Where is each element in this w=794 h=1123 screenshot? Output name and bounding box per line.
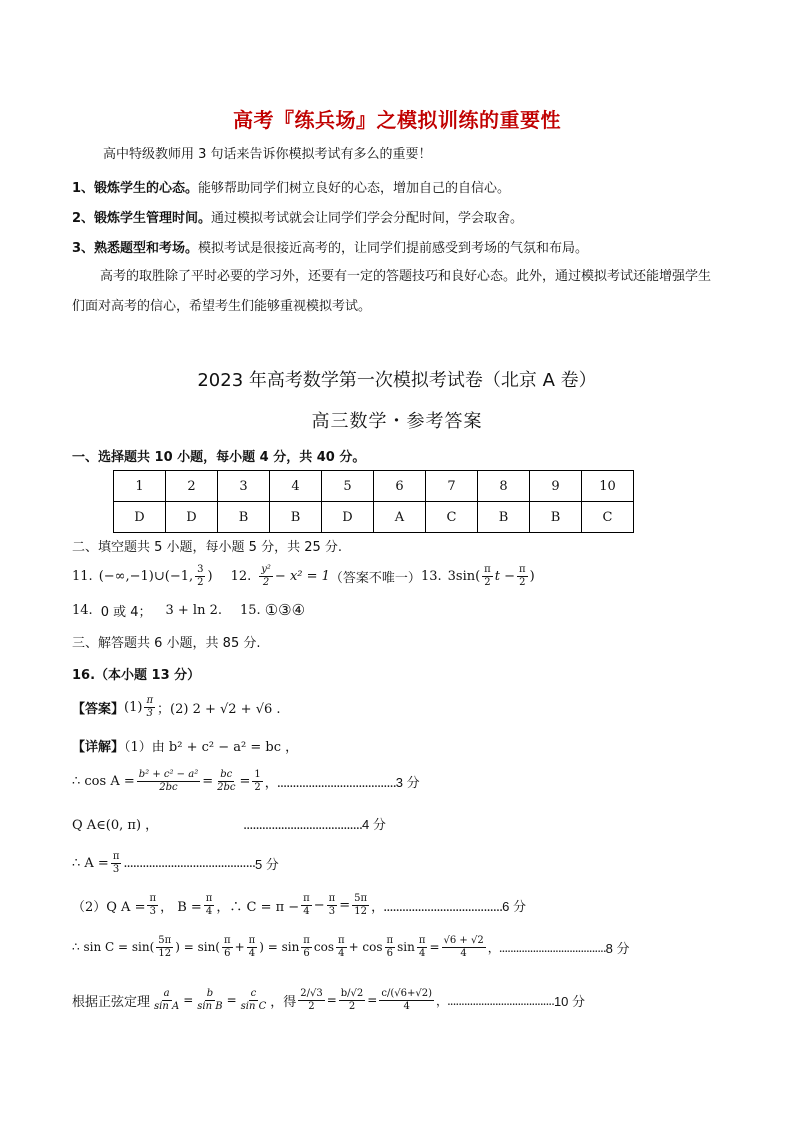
q12-label: 12. xyxy=(230,568,252,584)
frac-den: 4 xyxy=(303,905,310,917)
sol2-dots: ...................................... xyxy=(243,818,363,833)
q12-answer-rest: − x² = 1 xyxy=(274,568,330,584)
sol6-score: 10 分 xyxy=(553,993,586,1009)
frac-num: y² xyxy=(261,563,271,575)
frac-num: π xyxy=(112,850,120,862)
sol5-frac-8 xyxy=(442,935,486,960)
promo-point-3-bold: 3、熟悉题型和考场。 xyxy=(72,241,199,256)
sol4-frac-2 xyxy=(204,893,215,918)
table-cell: 6 xyxy=(374,471,426,502)
answer-label: 【答案】 xyxy=(72,701,125,717)
table-cell: B xyxy=(530,502,582,533)
solution-line-4 xyxy=(72,888,526,922)
frac-num: π xyxy=(205,892,213,904)
sol6-frac-1 xyxy=(152,988,181,1013)
q14-end: . xyxy=(217,602,223,618)
q11-answer-b: ) xyxy=(207,568,213,584)
section1-heading: 一、选择题共 10 小题，每小题 4 分，共 40 分。 xyxy=(72,450,366,465)
sol5-f: + cos xyxy=(348,940,383,954)
promo-intro: 高中特级教师用 3 句话来告诉你模拟考试有多么的重要！ xyxy=(103,147,432,162)
sol5-frac-2 xyxy=(222,935,233,960)
section3-heading: 三、解答题共 6 小题，共 85 分. xyxy=(72,636,261,651)
promo-paragraph xyxy=(72,262,712,322)
frac-num: π xyxy=(303,934,310,946)
sol5-b: ) = sin( xyxy=(175,940,220,954)
solution-line-3 xyxy=(72,846,279,880)
table-cell: D xyxy=(114,502,166,533)
frac-num: 1 xyxy=(254,768,261,780)
sol1-frac-2 xyxy=(215,769,237,794)
frac-num: π xyxy=(484,563,491,575)
q13-answer-b: ) xyxy=(529,568,535,584)
table-cell: D xyxy=(166,502,218,533)
frac-num: bc xyxy=(220,768,233,780)
answer-table xyxy=(113,470,634,533)
frac-num: b² + c² − a² xyxy=(138,768,199,780)
sol1-score: 3 分 xyxy=(395,774,420,790)
table-cell: 4 xyxy=(270,471,322,502)
frac-num: c/(√6+√2) xyxy=(381,987,432,999)
frac-num: 2/√3 xyxy=(300,987,323,999)
frac-den: 3 xyxy=(146,707,153,719)
frac-den: 12 xyxy=(158,947,172,959)
answer-table-row-answers xyxy=(114,502,634,533)
sol3-frac xyxy=(111,851,122,876)
frac-num: √6 + √2 xyxy=(443,934,484,946)
frac-den: 2bc xyxy=(217,781,236,793)
q16-heading: 16.（本小题 13 分） xyxy=(72,668,201,683)
frac-den: 2 xyxy=(197,576,204,588)
promo-title: 高考『练兵场』之模拟训练的重要性 xyxy=(233,108,561,132)
q12-fraction xyxy=(259,564,273,589)
sol1-a: ∴ cos A = xyxy=(72,773,135,789)
sol5-dots: ，...................................... xyxy=(487,940,606,955)
fill-answers-line-2 xyxy=(72,598,305,622)
q14-answer-a: 0 或 4； xyxy=(100,604,152,620)
q15-label: 15. xyxy=(240,602,261,618)
frac-num: π xyxy=(248,934,256,946)
frac-num: π xyxy=(149,892,157,904)
frac-num: 5π xyxy=(354,892,368,904)
q14-answer-b: 3 + ln 2 xyxy=(165,602,218,618)
sol4-frac-5 xyxy=(352,893,369,918)
sol1-eq: = xyxy=(202,773,214,789)
sol4-e: = xyxy=(339,897,351,913)
table-cell: 10 xyxy=(582,471,634,502)
frac-den: sin C xyxy=(240,1000,267,1012)
frac-den: 4 xyxy=(460,947,467,959)
table-cell: 1 xyxy=(114,471,166,502)
sol3-score: 5 分 xyxy=(254,856,279,872)
table-cell: 7 xyxy=(426,471,478,502)
exam-title: 2023 年高考数学第一次模拟考试卷（北京 A 卷） xyxy=(197,370,597,391)
table-cell: B xyxy=(478,502,530,533)
answer-fraction xyxy=(144,695,155,720)
frac-den: 2 xyxy=(348,1000,356,1012)
frac-den: 6 xyxy=(386,947,394,959)
table-cell: 2 xyxy=(166,471,218,502)
solution-line-2-score xyxy=(243,814,386,833)
q12-note: （答案不唯一） xyxy=(329,570,421,586)
frac-den: 4 xyxy=(205,905,213,917)
frac-den: 4 xyxy=(248,947,256,959)
promo-point-2-bold: 2、锻炼学生管理时间。 xyxy=(72,211,212,226)
sol5-a: ∴ sin C = sin( xyxy=(72,940,155,954)
table-cell: 3 xyxy=(218,471,270,502)
sol4-dots: ，...................................... xyxy=(371,899,503,915)
detail-label: 【详解】 xyxy=(72,740,125,755)
frac-num: π xyxy=(337,934,345,946)
sol5-frac-5 xyxy=(336,935,347,960)
sol2-score: 4 分 xyxy=(362,817,386,832)
frac-den: 4 xyxy=(418,947,426,959)
promo-point-1-bold: 1、锻炼学生的心态。 xyxy=(72,181,199,196)
frac-num: a xyxy=(163,987,170,999)
q13-fraction-2 xyxy=(517,564,528,589)
frac-den: 4 xyxy=(403,1000,410,1012)
sol5-frac-6 xyxy=(385,935,396,960)
sol2-a: Q A∈(0, π) ， xyxy=(72,818,159,833)
promo-point-3 xyxy=(72,237,588,256)
frac-den: 12 xyxy=(354,905,367,917)
sol4-d: − xyxy=(313,897,325,913)
frac-num: π xyxy=(328,892,336,904)
q11-answer-a: (−∞,−1)∪(−1, xyxy=(98,568,194,584)
promo-point-2-text: 通过模拟考试就会让同学们学会分配时间，学会取舍。 xyxy=(211,211,524,226)
promo-point-2 xyxy=(72,207,523,226)
q15-answer: ①③④ xyxy=(264,601,306,619)
sol6-eq3: = xyxy=(326,993,337,1007)
sol5-e: cos xyxy=(313,940,334,954)
frac-den: sin B xyxy=(197,1000,223,1012)
q11-label: 11. xyxy=(72,568,93,584)
table-cell: C xyxy=(426,502,478,533)
sol4-frac-1 xyxy=(147,893,158,918)
sol5-frac-1 xyxy=(156,935,173,960)
frac-num: b xyxy=(206,987,214,999)
frac-num: π xyxy=(418,934,426,946)
promo-point-3-text: 模拟考试是很接近高考的，让同学们提前感受到考场的气氛和布局。 xyxy=(198,241,589,256)
frac-den: 3 xyxy=(112,863,120,875)
sol1-frac-1 xyxy=(137,769,200,794)
sol6-b: ，得 xyxy=(270,994,297,1010)
table-cell: D xyxy=(322,502,374,533)
solution-line-5 xyxy=(72,930,630,964)
sol1-frac-3 xyxy=(252,769,262,794)
sol6-eq2: = xyxy=(226,993,237,1007)
frac-den: 2 xyxy=(262,576,270,588)
answer-part-2: ；(2) 2 + √2 + √6 . xyxy=(157,701,281,717)
frac-den: 2bc xyxy=(159,781,178,793)
solution-line-2 xyxy=(72,814,158,833)
frac-den: 2 xyxy=(484,576,491,588)
sol5-frac-7 xyxy=(417,935,428,960)
q14-label: 14. xyxy=(72,602,93,618)
frac-num: c xyxy=(250,987,257,999)
q13-label: 13. xyxy=(420,568,442,584)
sol5-frac-4 xyxy=(301,935,312,960)
promo-point-1-text: 能够帮助同学们树立良好的心态，增加自己的自信心。 xyxy=(198,181,511,196)
q13-answer-a: 3sin( xyxy=(447,568,481,584)
q13-answer-mid: t − xyxy=(494,568,515,584)
table-cell: B xyxy=(218,502,270,533)
table-cell: 8 xyxy=(478,471,530,502)
frac-den: 2 xyxy=(519,576,526,588)
table-cell: 9 xyxy=(530,471,582,502)
frac-num: π xyxy=(386,934,394,946)
frac-den: 4 xyxy=(338,947,345,959)
frac-den: 3 xyxy=(149,905,156,917)
frac-num: 5π xyxy=(158,934,172,946)
sol5-c: + xyxy=(234,940,245,954)
detail-line xyxy=(72,736,298,755)
promo-point-1 xyxy=(72,177,510,196)
frac-den: 6 xyxy=(224,947,231,959)
table-cell: A xyxy=(374,502,426,533)
frac-den: sin A xyxy=(154,1000,180,1012)
table-cell: 5 xyxy=(322,471,374,502)
sol3-a: ∴ A = xyxy=(72,855,109,871)
sol5-d: ) = sin xyxy=(259,940,300,954)
sol4-frac-4 xyxy=(327,893,338,918)
sol4-b: ， B = xyxy=(160,899,202,915)
frac-num: 3 xyxy=(197,563,204,575)
frac-num: π xyxy=(223,934,231,946)
exam-subtitle: 高三数学・参考答案 xyxy=(311,411,483,432)
sol1-dots: ，...................................... xyxy=(264,775,396,791)
frac-den: 2 xyxy=(308,1000,315,1012)
sol5-frac-3 xyxy=(247,935,258,960)
frac-den: 6 xyxy=(303,947,310,959)
promo-paragraph-text: 高考的取胜除了平时必要的学习外，还要有一定的答题技巧和良好心态。此外，通过模拟考试还能增强学生们面对高考的信心，希望考生们能够重视模拟考试。 xyxy=(72,269,712,314)
sol6-dots: ，...................................... xyxy=(435,993,554,1008)
sol6-a: 根据正弦定理 xyxy=(72,994,151,1010)
frac-num: b/√2 xyxy=(340,987,364,999)
solution-line-1 xyxy=(72,764,420,798)
sol6-frac-4 xyxy=(298,988,324,1013)
section2-heading: 二、填空题共 5 小题，每小题 5 分，共 25 分. xyxy=(72,540,343,555)
sol6-frac-5 xyxy=(339,988,366,1013)
sol4-a: （2）Q A = xyxy=(72,899,146,915)
solution-line-6 xyxy=(72,980,585,1020)
sol6-frac-3 xyxy=(239,988,269,1013)
sol3-dots: .......................................... xyxy=(123,855,255,871)
answer-part-1: (1) xyxy=(124,699,143,715)
sol5-score: 8 分 xyxy=(605,940,630,956)
answer-table-row-numbers xyxy=(114,471,634,502)
sol4-frac-3 xyxy=(301,893,312,918)
frac-den: 3 xyxy=(328,905,336,917)
sol5-h: = xyxy=(429,940,440,954)
q11-fraction xyxy=(195,564,205,589)
sol6-frac-6 xyxy=(379,988,434,1013)
frac-num: π xyxy=(519,563,526,575)
frac-num: π xyxy=(303,892,310,904)
detail-part-1: （1）由 b² + c² − a² = bc ， xyxy=(124,740,299,755)
table-cell: B xyxy=(270,502,322,533)
frac-den: 2 xyxy=(254,781,261,793)
sol4-c: ，∴ C = π − xyxy=(216,899,300,915)
q13-fraction-1 xyxy=(482,564,493,589)
frac-num: π xyxy=(146,694,154,706)
sol6-eq1: = xyxy=(183,993,194,1007)
q16-answer-line xyxy=(72,690,281,724)
sol5-g: sin xyxy=(397,940,415,954)
sol4-score: 6 分 xyxy=(502,898,526,914)
sol1-eq2: = xyxy=(239,773,251,789)
fill-answers-line-1 xyxy=(72,560,535,592)
sol6-frac-2 xyxy=(195,988,224,1013)
sol6-eq4: = xyxy=(367,993,378,1007)
table-cell: C xyxy=(582,502,634,533)
